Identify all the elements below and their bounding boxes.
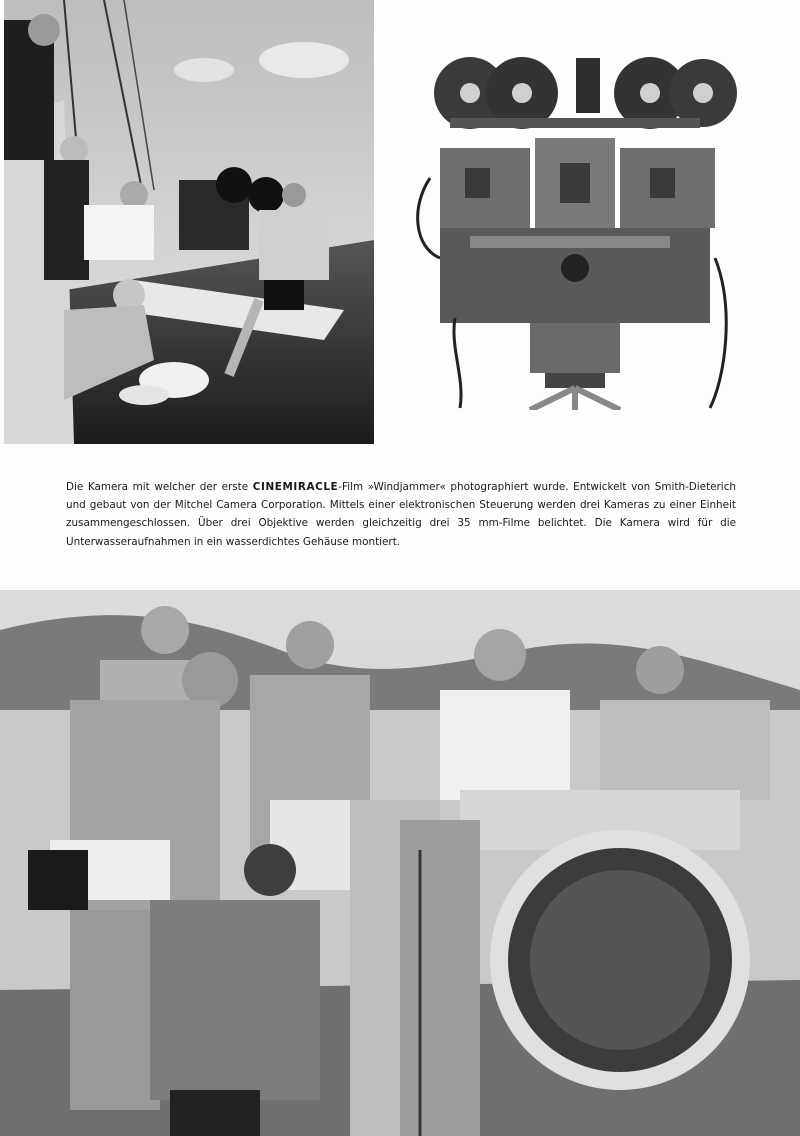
photo-triple-camera-rig-icon (410, 48, 740, 410)
photo-underwater-housing-crew-icon (0, 590, 800, 1136)
photo-crew-on-ship-deck (4, 0, 374, 444)
caption-text-end: -Film »Windjammer« photographiert wurde. Entwickelt von Smith-Dieterich und gebaut von der Mitchel Camera Corporation. Mittels einer elektronischen Steuerung werden drei Kameras zu einer Einheit zusammengeschlossen. Über drei Objektive werden gleichzeitig drei 35 mm-Filme belichtet. Die Kamera wird für die Unterwasseraufnahmen in ein wasserdichtes Gehäuse montiert. (66, 481, 736, 548)
photo-crew-on-ship-deck-icon (4, 0, 374, 444)
photo-triple-camera-rig (410, 48, 740, 410)
caption (66, 478, 736, 551)
caption-text-start: Die Kamera mit welcher der erste (66, 481, 253, 493)
caption-brand: CINEMIRACLE (252, 481, 339, 493)
photo-underwater-housing-crew (0, 590, 800, 1136)
